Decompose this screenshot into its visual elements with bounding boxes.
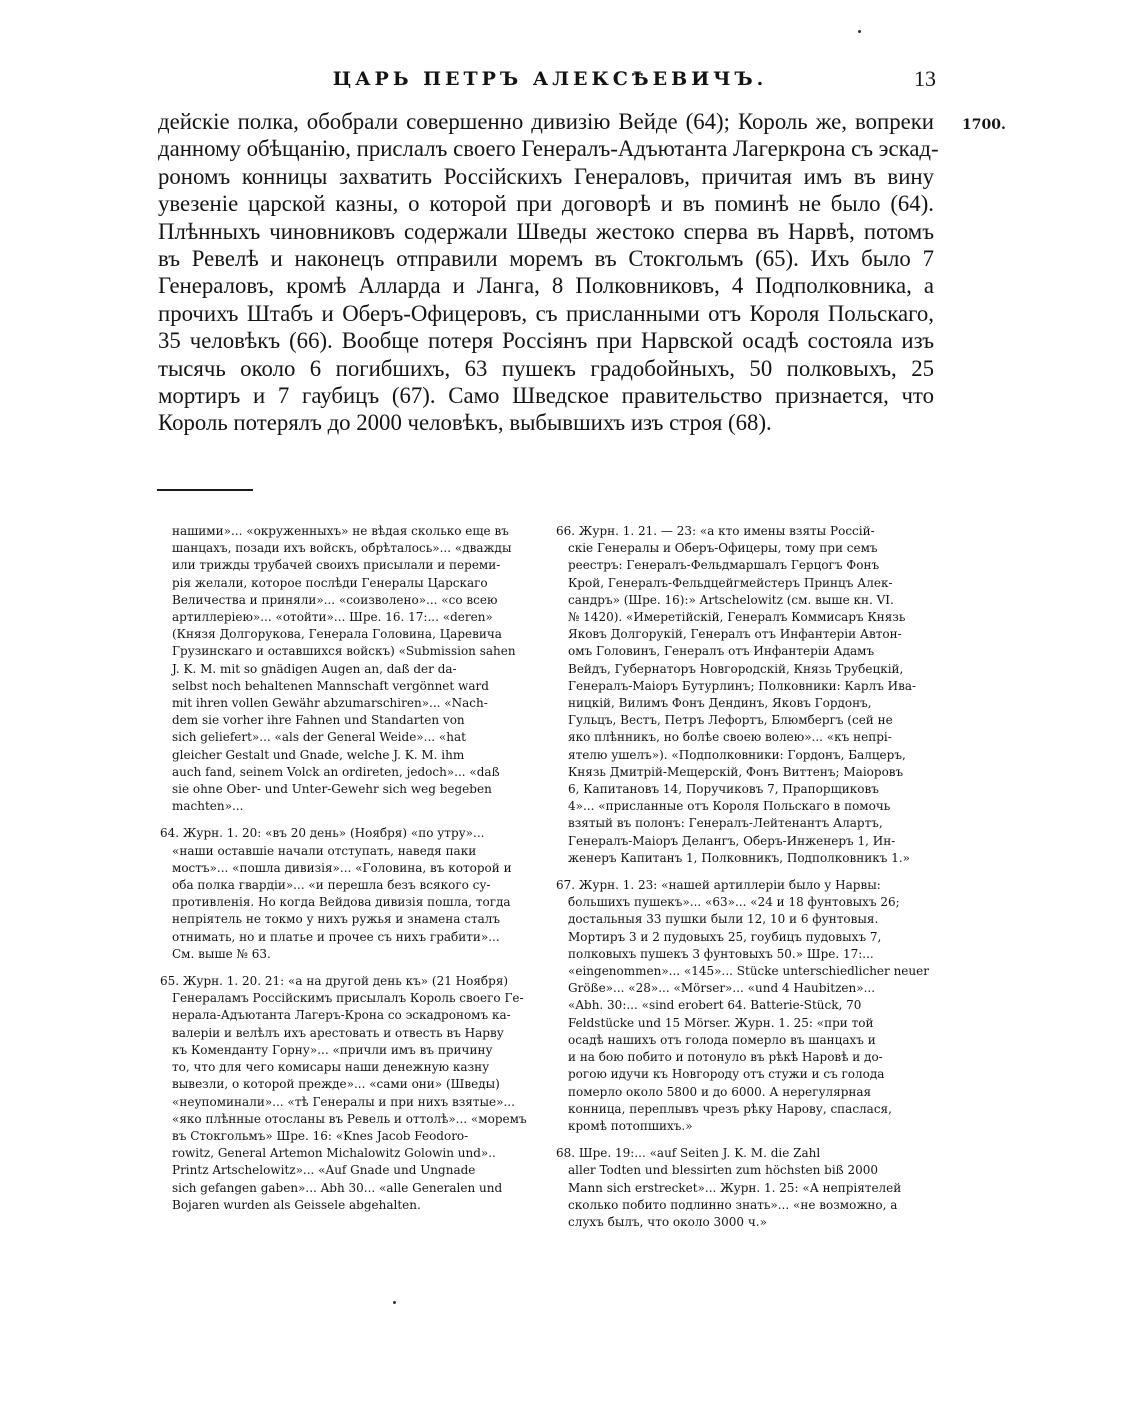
footnote-line: Крой, Генералъ-Фельдцейгмейстеръ Принцъ Алек- [568, 575, 893, 590]
footnote-line: 4»... «присланные отъ Короля Польскаго в помочь [568, 799, 891, 814]
footnote-line: вывезли, о которой прежде»... «сами они» (Шведы) [172, 1077, 500, 1092]
footnote-line: взятый въ полонъ: Генералъ-Лейтенантъ Алартъ, [568, 816, 883, 831]
body-text-line: мортиръ и 7 гаубицъ (67). Само Шведское правительство признается, что [158, 383, 934, 409]
footnote-rule [157, 489, 253, 491]
footnote-line: 66. Журн. 1. 21. — 23: «а кто имены взяты Россій- [556, 524, 875, 538]
footnote-line: Feldstücke und 15 Mörser. Журн. 1. 25: «при той [568, 1015, 874, 1030]
footnote-line: 65. Журн. 1. 20. 21: «а на другой день къ» (21 Ноября) [160, 974, 509, 989]
footnote-line: (Князя Долгорукова, Генерала Головина, Царевича [172, 627, 502, 642]
footnote-line: № 1420). «Имеретійскій, Генералъ Коммисаръ Князь [568, 610, 906, 625]
footnote-line: скіе Генералы и Оберъ-Офицеры, тому при семъ [568, 541, 878, 556]
footnote-line: 64. Журн. 1. 20: «въ 20 день» (Ноября) «по утру»... [160, 826, 485, 841]
footnote-line: «неупоминали»... «тѣ Генералы и при нихъ взятые»... [172, 1094, 515, 1109]
footnote-line: омъ Головинъ, Генералъ отъ Инфантеріи Адамъ [568, 644, 875, 659]
footnote-line: артиллеріею»... «отойти»... Шре. 16. 17:... «deren» [172, 610, 493, 625]
footnote-line: или трижды трубачей своихъ присылали и переми- [172, 558, 501, 573]
footnote-line: противленія. Но когда Вейдова дивизія пошла, тогда [172, 895, 511, 910]
footnote-line: ницкій, Вилимъ Фонъ Дендинъ, Яковъ Гордонъ, [568, 696, 872, 711]
footnote-line: большихъ пушекъ»... «63»... «24 и 18 фунтовыхъ 26; [568, 895, 900, 910]
footnote-line: достальныя 33 пушки были 12, 10 и 6 фунтовыя. [568, 912, 879, 927]
footnote-line: Генераламъ Россійскимъ присылалъ Король своего Ге- [172, 991, 524, 1006]
body-text-line: въ Ревелѣ и наконецъ отправили моремъ въ Стокгольмъ (65). Ихъ было 7 [158, 246, 934, 272]
footnote-line: кромѣ потопшихъ.» [568, 1118, 693, 1133]
footnote-line: осадѣ нашихъ отъ голода померло въ шанцахъ и [568, 1032, 876, 1047]
margin-year: 1700. [962, 117, 1006, 133]
footnote-line: sich gefangen gaben»... Abh 30... «alle Generalen und [172, 1180, 503, 1195]
footnote-66 [556, 523, 938, 867]
footnote-line: J. K. M. mit so gnädigen Augen an, daß der da- [172, 661, 457, 676]
page-number: 13 [914, 66, 936, 91]
footnote-line: Грузинскаго и оставшихся войскъ) «Submission sahen [172, 644, 516, 659]
footnote-line: яко плѣнникъ, но болѣе своею волею»... «къ непрі- [568, 730, 892, 745]
footnote-line: рія желали, которое послѣди Генералы Царскаго [172, 575, 488, 590]
footnote-line: 6, Капитановъ 14, Поручиковъ 7, Прапорщиковъ [568, 782, 879, 797]
body-text-line: прочихъ Штабъ и Оберъ-Офицеровъ, съ присланными отъ Короля Польскаго, [158, 300, 934, 326]
body-text-line: Генераловъ, кромѣ Алларда и Ланга, 8 Полковниковъ, 4 Подполковника, а [158, 273, 934, 299]
footnote-line: къ Коменданту Горну»... «причли имъ въ причину [172, 1042, 493, 1057]
footnote-67 [556, 877, 938, 1135]
footnote-line: Генералъ-Маіоръ Делангъ, Оберъ-Инженеръ 1, Ин- [568, 833, 896, 848]
footnote-line: полковыхъ пушекъ 3 фунтовыхъ 50.» Шре. 17:... [568, 946, 874, 961]
footnote-line: dem sie vorher ihre Fahnen und Standarten von [172, 713, 465, 728]
footnote-line: конница, переплывъ чрезъ рѣку Нарову, спаслася, [568, 1101, 892, 1116]
footnote-line: непріятель не токмо у нихъ ружья и знамена сталъ [172, 912, 501, 927]
running-head-title: ЦАРЬ ПЕТРЪ АЛЕКСѢЕВИЧЪ. [332, 68, 768, 90]
footnote-line: 67. Журн. 1. 23: «нашей артиллеріи было у Нарвы: [556, 878, 881, 893]
footnote-line: gleicher Gestalt und Gnade, welche J. K. M. ihm [172, 747, 465, 762]
footnote-line: См. выше № 63. [172, 946, 271, 961]
footnote-line: 68. Шре. 19:... «auf Seiten J. K. M. die Zahl [556, 1146, 821, 1161]
footnote-line: Mann sich erstrecket»... Журн. 1. 25: «А непріятелей [568, 1180, 902, 1195]
footnote-line: selbst noch behaltenen Mannschaft vergönnet ward [172, 678, 489, 693]
footnote-line: сколько побито подлинно знать»... «не возможно, а [568, 1197, 898, 1212]
body-text-line: увезеніе царской казны, о которой при договорѣ и въ поминѣ не было (64). [158, 191, 934, 217]
footnote-line: machten»... [172, 799, 244, 814]
body-text-line: 35 человѣкъ (66). Вообще потеря Россіянъ при Нарвской осадѣ состояла изъ [158, 328, 934, 354]
footnote-line: Генералъ-Маіоръ Бутурлинъ; Полковники: Карлъ Ива- [568, 678, 917, 693]
footnote-line: реестръ: Генералъ-Фельдмаршалъ Герцогъ Фонъ [568, 558, 880, 573]
body-text-line: данному обѣщанію, прислалъ своего Генералъ-Адъютанта Лагеркрона съ эскад- [158, 136, 939, 162]
footnote-line: валеріи и велѣлъ ихъ арестовать и отвесть въ Нарву [172, 1025, 504, 1040]
footnote-line: ятелю ушелъ»). «Подполковники: Гордонъ, Балцеръ, [568, 747, 906, 762]
body-text-line: рономъ конницы захватить Россійскихъ Генераловъ, причитая имъ въ вину [158, 163, 934, 189]
footnote-line: то, что для чего комисары наши денежную казну [172, 1060, 490, 1075]
body-text-line: Плѣнныхъ чиновниковъ содержали Шведы жестоко сперва въ Нарвѣ, потомъ [158, 218, 934, 244]
footnote-line: померло около 5800 и до 6000. А нерегулярная [568, 1084, 872, 1099]
footnote-line: mit ihren vollen Gewähr abzumarschiren»... «Nach- [172, 696, 488, 711]
footnote-line: Гульцъ, Вестъ, Петръ Лефортъ, Блюмбергъ (сей не [568, 713, 893, 728]
main-body-text [158, 108, 939, 437]
footnote-line: слухъ былъ, что около 3000 ч.» [568, 1214, 767, 1229]
footnote-line: оба полка гвардіи»... «и перешла безъ всякого су- [172, 878, 491, 893]
footnote-line: Князь Дмитрій-Мещерскій, Фонъ Виттенъ; Маіоровъ [568, 764, 904, 779]
footnote-line: «яко плѣнные отосланы въ Ревель и оттолѣ»... «моремъ [172, 1111, 527, 1126]
scan-speck [858, 30, 861, 33]
footnote-line: въ Стокгольмъ» Шре. 16: «Knes Jacob Feodoro- [172, 1128, 469, 1143]
scan-speck [393, 1301, 396, 1304]
footnote-line: шанцахъ, позади ихъ войскъ, обрѣталось»... «дважды [172, 541, 512, 556]
footnote-line: auch fand, seinem Volck an ordireten, jedoch»... «daß [172, 764, 500, 779]
footnote-line: «наши оставшіе начали отступать, наведя паки [172, 843, 477, 858]
footnote-line: Bojaren wurden als Geissele abgehalten. [172, 1197, 421, 1212]
footnote-line: Величества и приняли»... «соизволено»... «со всею [172, 592, 498, 607]
footnote-64 [160, 825, 543, 963]
footnote-line: sie ohne Ober- und Unter-Gewehr sich weg begeben [172, 782, 492, 797]
footnote-line: Яковъ Долгорукій, Генералъ отъ Инфантеріи Автон- [568, 627, 902, 642]
body-text-line: Король потерялъ до 2000 человѣкъ, выбывшихъ изъ строя (68). [158, 410, 772, 436]
footnote-line: Größe»... «28»... «Mörser»... «und 4 Haubitzen»... [568, 981, 876, 996]
footnote-65 [160, 973, 543, 1214]
footnotes-right-column [556, 523, 938, 1241]
body-text-line: тысячь около 6 погибшихъ, 63 пушекъ градобойныхъ, 50 полковыхъ, 25 [158, 355, 934, 381]
footnote-line: Мортиръ 3 и 2 пудовыхъ 25, гоубицъ пудовыхъ 7, [568, 929, 882, 944]
footnote-line: нашими»... «окруженныхъ» не вѣдая сколько еще въ [172, 524, 509, 538]
footnotes-left-column [160, 523, 543, 1224]
footnote-line: «eingenommen»... «145»... Stücke unterschiedlicher neuer [568, 964, 929, 979]
footnote-line: рогою идучи къ Новгороду отъ стужи и съ голода [568, 1067, 885, 1082]
footnote-line: мостъ»... «пошла дивизія»... «Головина, въ которой и [172, 860, 512, 875]
footnote-line: «Abh. 30:... «sind erobert 64. Batterie-Stück, 70 [568, 998, 862, 1013]
footnote-line: sich geliefert»... «als der General Weide»... «hat [172, 730, 466, 745]
footnote-line: rowitz, General Artemon Michalowitz Golowin und».. [172, 1146, 496, 1161]
footnote-line: Printz Artschelowitz»... «Auf Gnade und Ungnade [172, 1163, 476, 1178]
footnote-line: женеръ Капитанъ 1, Полковникъ, Подполковникъ 1.» [568, 850, 911, 865]
footnote-line: отнимать, но и платье и прочее съ нихъ грабити»... [172, 929, 500, 944]
footnote-line: и на бою побито и потонуло въ рѣкѣ Наровѣ и до- [568, 1050, 883, 1065]
footnote-line: нерала-Адъютанта Лагеръ-Крона со эскадрономъ ка- [172, 1008, 511, 1023]
footnote-continuation [160, 523, 543, 815]
body-text-line: дейскіе полка, обобрали совершенно дивизію Вейде (64); Король же, вопреки [158, 109, 934, 134]
footnote-line: сандръ» (Шре. 16):» Artschelowitz (см. выше кн. VI. [568, 592, 894, 607]
footnote-68 [556, 1145, 938, 1231]
footnote-line: Вейдъ, Губернаторъ Новгородскій, Князь Трубецкій, [568, 661, 904, 676]
footnote-line: aller Todten und blessirten zum höchsten biß 2000 [568, 1163, 879, 1178]
